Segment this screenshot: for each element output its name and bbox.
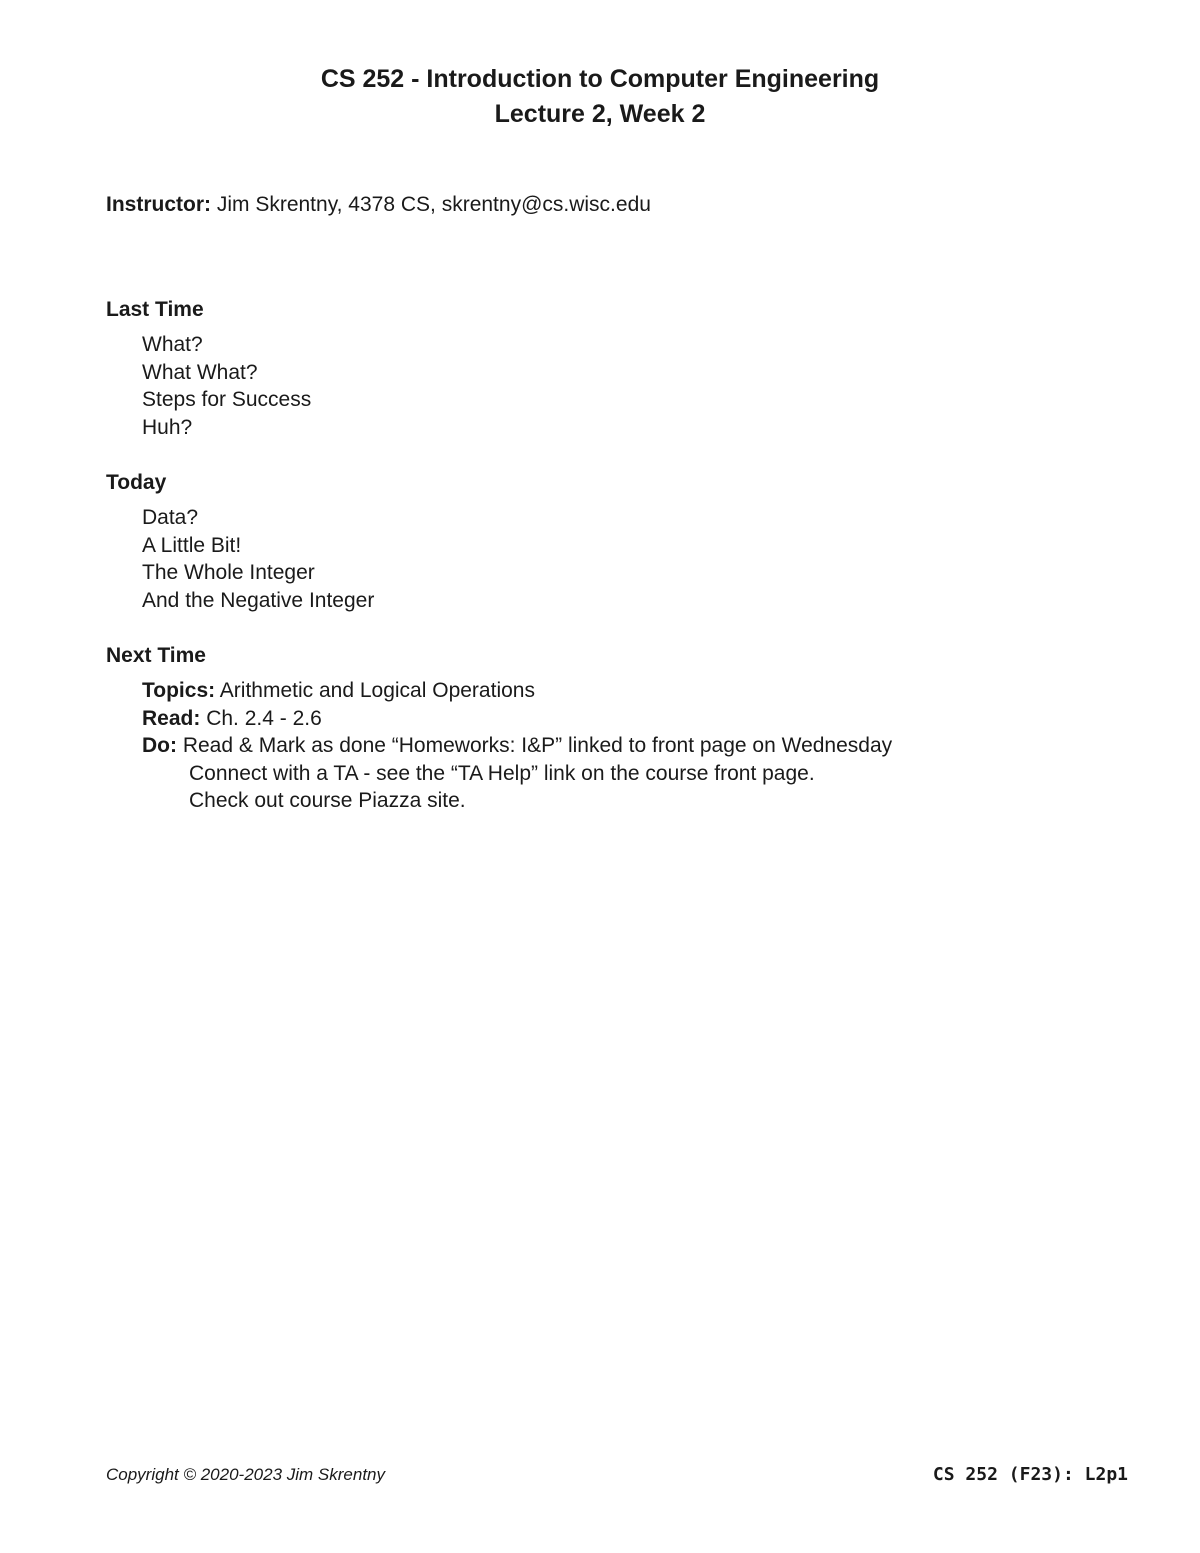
list-item: What What?: [142, 360, 258, 384]
list-item: Data?: [142, 506, 199, 529]
next-time-heading: Next Time: [106, 644, 206, 667]
list-item: Huh?: [142, 415, 193, 439]
instructor-value: Jim Skrentny, 4378 CS, skrentny@cs.wisc.edu: [211, 193, 651, 216]
last-time-heading: Last Time: [106, 298, 204, 321]
do-item: Check out course Piazza site.: [189, 789, 466, 812]
do-item: Connect with a TA - see the “TA Help” link on the course front page.: [189, 761, 815, 785]
page-reference: CS 252 (F23): L2p1: [932, 1464, 1128, 1485]
today-list: [142, 504, 374, 614]
last-time-list: [142, 331, 311, 441]
do-item: Read & Mark as done “Homeworks: I&P” linked to front page on Wednesday: [177, 734, 893, 757]
page-title: CS 252 - Introduction to Computer Engineering: [320, 65, 880, 93]
instructor-label: Instructor:: [106, 193, 211, 216]
list-item: And the Negative Integer: [142, 588, 375, 612]
read-row: [142, 705, 892, 733]
topics-row: [142, 677, 892, 705]
instructor-line: [106, 191, 651, 219]
topics-label: Topics:: [142, 679, 216, 702]
lecture-subtitle: Lecture 2, Week 2: [494, 100, 706, 128]
copyright-notice: Copyright © 2020-2023 Jim Skrentny: [106, 1465, 385, 1484]
list-item: A Little Bit!: [142, 533, 242, 557]
list-item: The Whole Integer: [142, 561, 315, 584]
next-time-details: [142, 677, 892, 815]
do-label: Do:: [142, 734, 177, 757]
do-row: [142, 732, 892, 760]
page-header: [0, 62, 1200, 132]
read-value: Ch. 2.4 - 2.6: [200, 706, 322, 730]
read-label: Read:: [142, 706, 201, 730]
today-heading: Today: [106, 471, 167, 494]
list-item: What?: [142, 333, 203, 356]
list-item: Steps for Success: [142, 388, 312, 411]
topics-value: Arithmetic and Logical Operations: [215, 679, 535, 702]
